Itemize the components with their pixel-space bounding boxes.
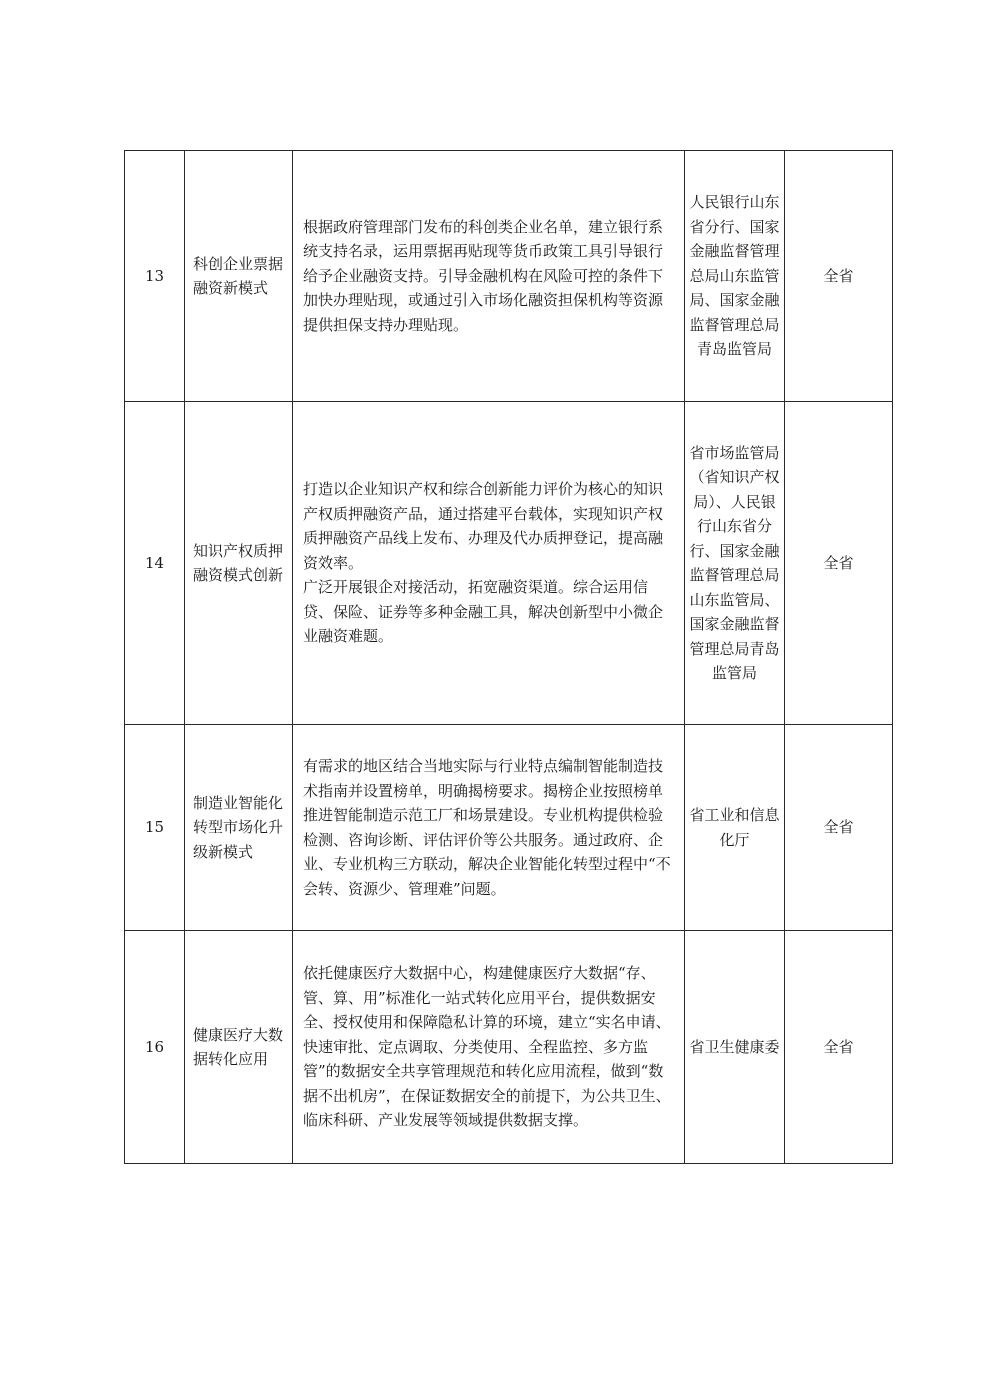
row-number: 14 [125,402,185,725]
table-row [125,151,893,402]
table-row [125,725,893,931]
row-number: 15 [125,725,185,931]
measure-description [293,725,685,931]
measure-description [293,402,685,725]
description-paragraph: 根据政府管理部门发布的科创类企业名单，建立银行系统支持名录，运用票据再贴现等货币政策工具引导银行给予企业融资支持。引导金融机构在风险可控的条件下加快办理贴现，或通过引入市场化融资担保机构等资源提供担保支持办理贴现。 [303,217,664,334]
description-paragraph: 广泛开展银企对接活动，拓宽融资渠道。综合运用信贷、保险、证券等多种金融工具，解决创新型中小微企业融资难题。 [303,578,664,646]
scope: 全省 [785,402,893,725]
measure-name: 健康医疗大数据转化应用 [185,931,293,1164]
responsible-unit: 省市场监管局（省知识产权局）、人民银行山东省分行、国家金融监督管理总局山东监管局、国家金融监督管理总局青岛监管局 [685,402,785,725]
description-paragraph: 依托健康医疗大数据中心，构建健康医疗大数据“存、管、算、用”标准化一站式转化应用平台，提供数据安全、授权使用和保障隐私计算的环境，建立“实名申请、快速审批、定点调取、分类使用、全程监控、多方监管”的数据安全共享管理规范和转化应用流程，做到“数据不出机房”，在保证数据安全的前提下，为公共卫生、临床科研、产业发展等领域提供数据支撑。 [303,964,671,1130]
row-number: 16 [125,931,185,1164]
table-row [125,402,893,725]
row-number: 13 [125,151,185,402]
scope: 全省 [785,931,893,1164]
description-paragraph: 有需求的地区结合当地实际与行业特点编制智能制造技术指南并设置榜单，明确揭榜要求。揭榜企业按照榜单推进智能制造示范工厂和场景建设。专业机构提供检验检测、咨询诊断、评估评价等公共服务。通过政府、企业、专业机构三方联动，解决企业智能化转型过程中“不会转、资源少、管理难”问题。 [303,757,671,898]
measure-name: 知识产权质押融资模式创新 [185,402,293,725]
responsible-unit: 省工业和信息化厅 [685,725,785,931]
scope: 全省 [785,151,893,402]
measures-table [124,150,893,1164]
responsible-unit: 省卫生健康委 [685,931,785,1164]
measure-name: 科创企业票据融资新模式 [185,151,293,402]
measure-name: 制造业智能化转型市场化升级新模式 [185,725,293,931]
table-row [125,931,893,1164]
responsible-unit: 人民银行山东省分行、国家金融监督管理总局山东监管局、国家金融监督管理总局青岛监管局 [685,151,785,402]
measure-description [293,151,685,402]
scope: 全省 [785,725,893,931]
measure-description [293,931,685,1164]
description-paragraph: 打造以企业知识产权和综合创新能力评价为核心的知识产权质押融资产品，通过搭建平台载体，实现知识产权质押融资产品线上发布、办理及代办质押登记，提高融资效率。 [303,480,664,572]
